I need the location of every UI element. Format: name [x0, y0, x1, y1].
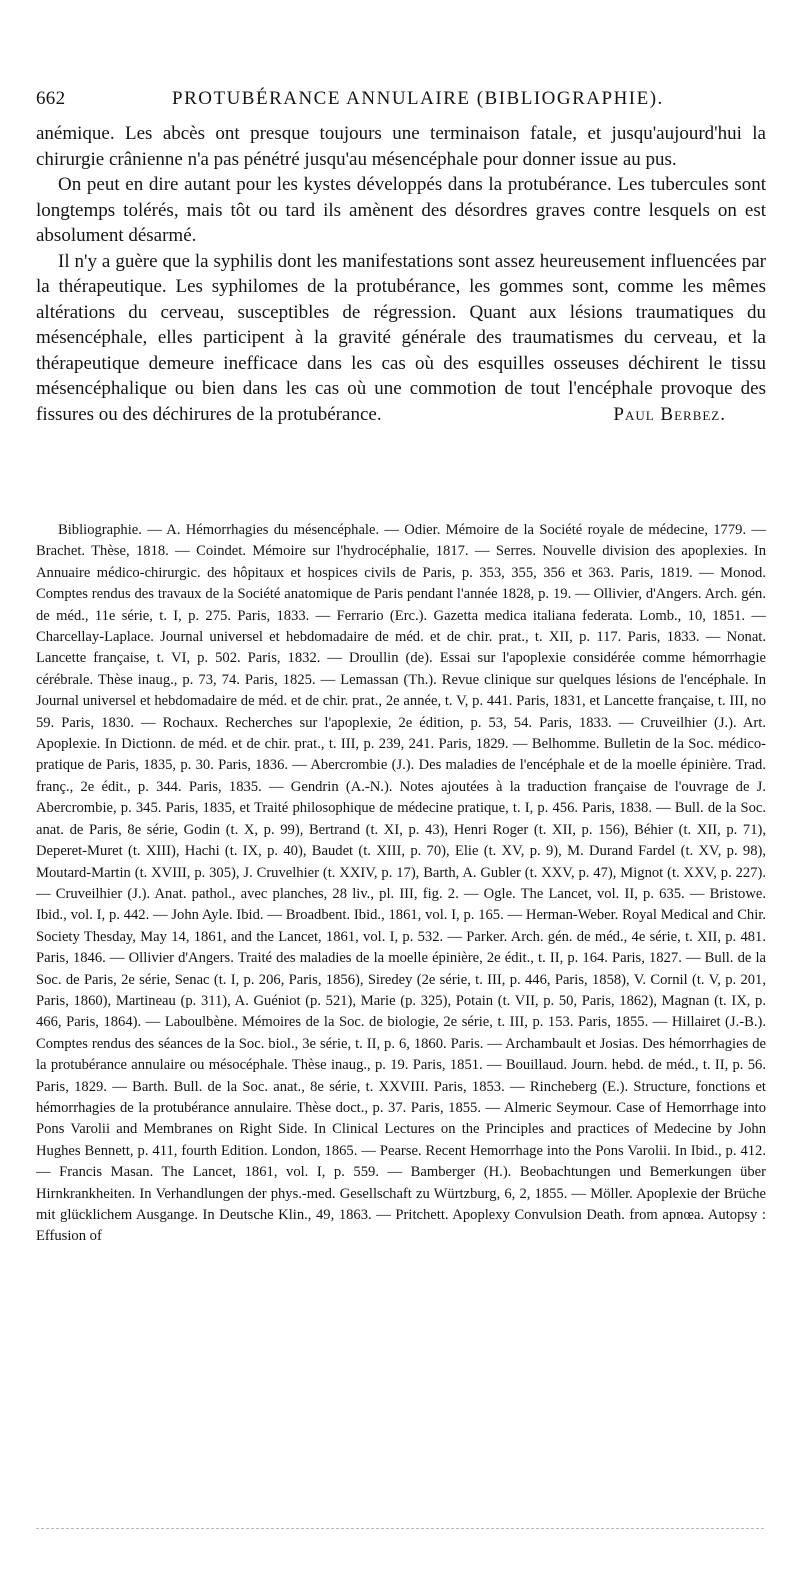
paragraph-1: anémique. Les abcès ont presque toujours une terminaison fatale, et jusqu'aujourd'hui la chirurgie crânienne n'a pas pénétré jusqu'au mésencéphale pour donner issue au pus. [36, 123, 766, 170]
paragraph-3: Il n'y a guère que la syphilis dont les manifestations sont assez heureusement influencées par la thérapeutique. Les syphilomes de la protubérance, les gommes sont, comme les mêmes altérations du cerveau, susceptibles de régression. Quant aux lésions traumatiques du mésencéphale, elles participent à la gravité générale des traumatismes du cerveau, et la thérapeutique demeure inefficace dans les cas où des esquilles osseuses déchirent le tissu mésencéphalique ou bien dans les cas où une commotion de tout l'encéphale provoque des fissures ou des déchirures de la protubérance. [36, 250, 766, 425]
footer-rule [36, 1528, 764, 1529]
paragraph-2: On peut en dire autant pour les kystes développés dans la protubérance. Les tubercules sont longtemps tolérés, mais tôt ou tard ils amènent des désordres graves contre lesquels on est absolument désarmé. [36, 174, 766, 246]
author-signature: Paul Berbez. [613, 403, 726, 425]
main-text [36, 121, 766, 427]
page-number: 662 [36, 88, 66, 109]
bibliography-section [36, 520, 766, 1248]
bibliography-paragraph: Bibliographie. — A. Hémorrhagies du mésencéphale. — Odier. Mémoire de la Société royale de médecine, 1779. — Brachet. Thèse, 1818. — Coindet. Mémoire sur l'hydrocéphalie, 1817. — Serres. Nouvelle division des apoplexies. In Annuaire médico-chirurgic. des hôpitaux et hospices civils de Paris, p. 353, 355, 356 et 363. Paris, 1819. — Monod. Comptes rendus des travaux de la Société anatomique de Paris pendant l'année 1828, p. 19. — Ollivier, d'Angers. Arch. gén. de méd., 11e série, t. I, p. 275. Paris, 1833. — Ferrario (Erc.). Gazetta medica italiana federata. Lomb., 10, 1851. — Charcellay-Laplace. Journal universel et hebdomadaire de méd. et de chir. prat., t. XII, p. 117. Paris, 1833. — Nonat. Lancette française, t. VI, p. 502. Paris, 1832. — Droullin (de). Essai sur l'apoplexie considérée comme hémorrhagie cérébrale. Thèse inaug., p. 73, 74. Paris, 1825. — Lemassan (Th.). Revue clinique sur quelques lésions de l'encéphale. In Journal universel et hebdomadaire de méd. et de chir. prat., 2e année, t. V, p. 441. Paris, 1831, et Lancette française, t. III, no 59. Paris, 1830. — Rochaux. Recherches sur l'apoplexie, 2e édition, p. 53, 54. Paris, 1833. — Cruveilhier (J.). Art. Apoplexie. In Dictionn. de méd. et de chir. prat., t. III, p. 239, 241. Paris, 1829. — Belhomme. Bulletin de la Soc. médico-pratique de Paris, 1835, p. 30. Paris, 1836. — Abercrombie (J.). Des maladies de l'encéphale et de la moelle épinière. Trad. franç., 2e édit., p. 344. Paris, 1835. — Gendrin (A.-N.). Notes ajoutées à la traduction française de l'ouvrage de J. Abercrombie, p. 345. Paris, 1835, et Traité philosophique de médecine pratique, t. I, p. 456. Paris, 1838. — Bull. de la Soc. anat. de Paris, 8e série, Godin (t. X, p. 99), Bertrand (t. XI, p. 43), Henri Roger (t. XII, p. 156), Béhier (t. XII, p. 71), Deperet-Muret (t. XIII), Hachi (t. IX, p. 40), Baudet (t. XIII, p. 70), Elie (t. XV, p. 9), M. Durand Fardel (t. XV, p. 98), Moutard-Martin (t. XVIII, p. 305), J. Cruvelhier (t. XXIV, p. 17), Barth, A. Gubler (t. XXV, p. 47), Mignot (t. XXV, p. 227). — Cruveilhier (J.). Anat. pathol., avec planches, 28 liv., pl. III, fig. 2. — Ogle. The Lancet, vol. II, p. 635. — Bristowe. Ibid., vol. I, p. 442. — John Ayle. Ibid. — Broadbent. Ibid., 1861, vol. I, p. 165. — Herman-Weber. Royal Medical and Chir. Society Thesday, May 14, 1861, and the Lancet, 1861, vol. I, p. 532. — Parker. Arch. gén. de méd., 4e série, t. XII, p. 481. Paris, 1846. — Ollivier d'Angers. Traité des maladies de la moelle épinière, 2e édit., t. II, p. 164. Paris, 1827. — Bull. de la Soc. de Paris, 2e série, Senac (t. I, p. 206, Paris, 1856), Siredey (2e série, t. III, p. 446, Paris, 1858), V. Cornil (t. V, p. 201, Paris, 1860), Martineau (p. 311), A. Guéniot (p. 521), Marie (p. 325), Potain (t. VII, p. 50, Paris, 1862), Magnan (t. IX, p. 466, Paris, 1864). — Laboulbène. Mémoires de la Soc. de biologie, 2e série, t. III, p. 153. Paris, 1855. — Hillairet (J.-B.). Comptes rendus des séances de la Soc. biol., 3e série, t. II, p. 6, 1860. Paris. — Archambault et Josias. Des hémorrhagies de la protubérance annulaire ou mésocéphale. Thèse inaug., p. 19. Paris, 1851. — Bouillaud. Journ. hebd. de méd., t. II, p. 56. Paris, 1829. — Barth. Bull. de la Soc. anat., 8e série, t. XXVIII. Paris, 1853. — Rincheberg (E.). Structure, fonctions et hémorrhagies de la protubérance annulaire. Thèse doct., p. 37. Paris, 1855. — Almeric Seymour. Case of Hemorrhage into Pons Varolii and Membranes on Right Side. In Clinical Lectures on the Principles and practices of Medecine by John Hughes Bennett, p. 411, fourth Edition. London, 1865. — Pearse. Recent Hemorrhage into the Pons Varolii. In Ibid., p. 412. — Francis Masan. The Lancet, 1861, vol. I, p. 559. — Bamberger (H.). Beobachtungen und Bemerkungen über Hirnkrankheiten. In Verhandlungen der phys.-med. Gesellschaft zu Würtzburg, 6, 2, 1855. — Möller. Apoplexie der Brüche mit glücklichem Ausgange. In Deutsche Klin., 49, 1863. — Pritchett. Apoplexy Convulsion Death. from apnœa. Autopsy : Effusion of [36, 522, 766, 1245]
running-header [36, 86, 764, 116]
running-title: PROTUBÉRANCE ANNULAIRE (BIBLIOGRAPHIE). [172, 88, 664, 109]
